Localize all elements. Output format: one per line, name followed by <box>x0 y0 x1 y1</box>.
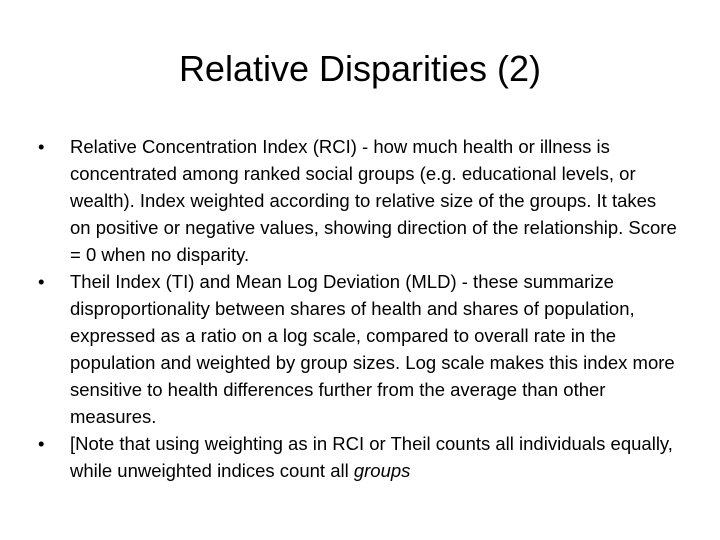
bullet-text-rci: Relative Concentration Index (RCI) - how much health or illness is concentrated among ranked social groups (e.g. educational levels, or wealth). Index weighted according to relative size of the groups. It takes on positive or negative values, showing direction of the relationship. Score = 0 when no disparity. <box>70 136 677 265</box>
bullet-text-theil: Theil Index (TI) and Mean Log Deviation (MLD) - these summarize disproportionality between shares of health and shares of population, expressed as a ratio on a log scale, compared to overall rate in the population and weighted by group sizes. Log scale makes this index more sensitive to health differences further from the average than other measures. <box>70 271 675 427</box>
bullet-item-theil <box>38 268 678 430</box>
bullet-dot-icon: • <box>38 433 45 454</box>
slide-title: Relative Disparities (2) <box>178 48 542 89</box>
bullet-item-note <box>38 430 678 484</box>
bullet-list <box>38 133 678 484</box>
bullet-text-note: [Note that using weighting as in RCI or Theil counts all individuals equally, while unweighted indices count all <box>70 433 673 481</box>
bullet-item-rci <box>38 133 678 268</box>
bullet-text-note-emphasis: groups <box>353 460 411 481</box>
bullet-dot-icon: • <box>38 136 45 157</box>
bullet-dot-icon: • <box>38 271 45 292</box>
